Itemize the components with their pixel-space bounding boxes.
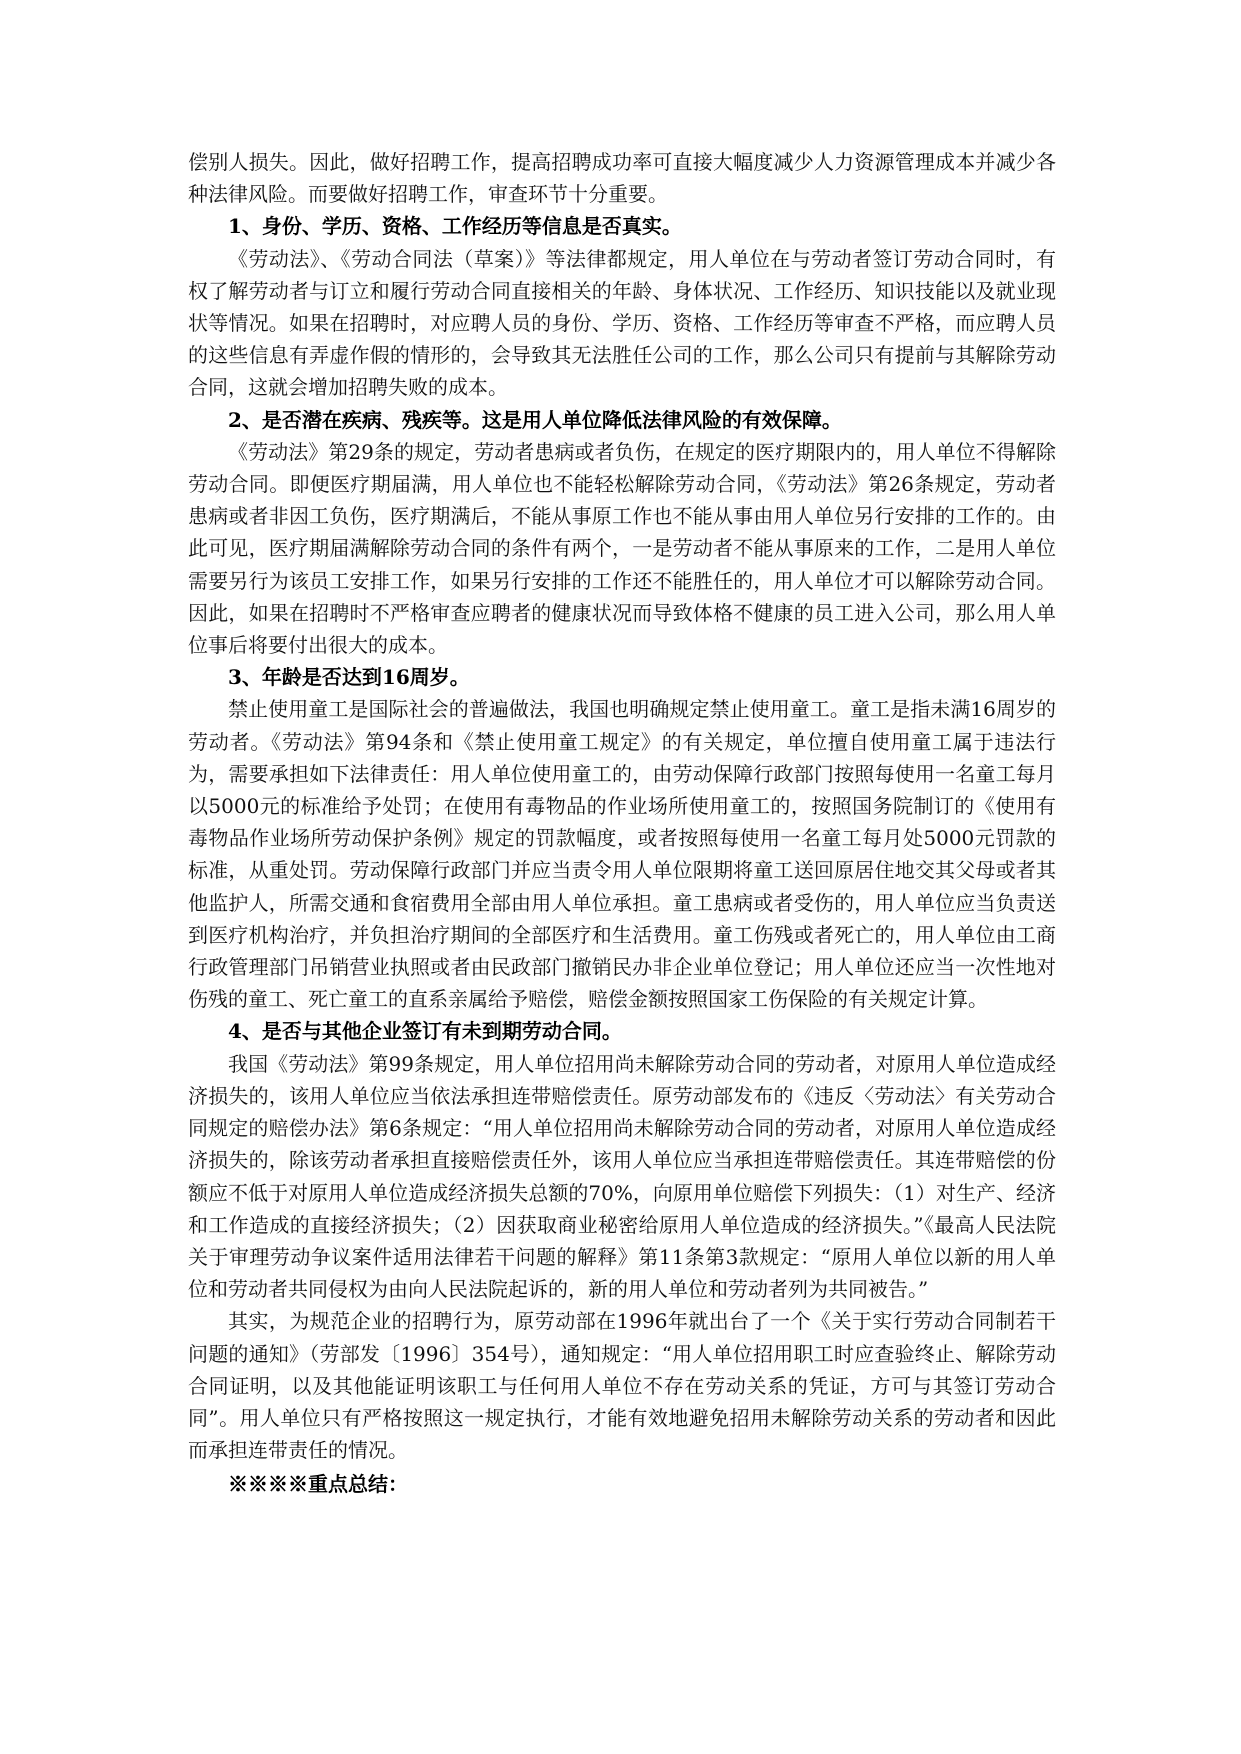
- paragraph-continuation: 偿别人损失。因此，做好招聘工作，提高招聘成功率可直接大幅度减少人力资源管理成本并减少各种法律风险。而要做好招聘工作，审查环节十分重要。: [188, 150, 1056, 207]
- paragraph-health-check: 《劳动法》第29条的规定，劳动者患病或者负伤，在规定的医疗期限内的，用人单位不得解除劳动合同。即便医疗期届满，用人单位也不能轻松解除劳动合同，《劳动法》第26条规定，劳动者患病或者非因工负伤，医疗期满后，不能从事原工作也不能从事由用人单位另行安排的工作的。由此可见，医疗期届满解除劳动合同的条件有两个，一是劳动者不能从事原来的工作，二是用人单位需要另行为该员工安排工作，如果另行安排的工作还不能胜任的，用人单位才可以解除劳动合同。因此，如果在招聘时不严格审查应聘者的健康状况而导致体格不健康的员工进入公司，那么用人单位事后将要付出很大的成本。: [188, 439, 1056, 658]
- paragraph-contract-check: 我国《劳动法》第99条规定，用人单位招用尚未解除劳动合同的劳动者，对原用人单位造成经济损失的，该用人单位应当依法承担连带赔偿责任。原劳动部发布的《违反〈劳动法〉有关劳动合同规定的赔偿办法》第6条规定：“用人单位招用尚未解除劳动合同的劳动者，对原用人单位造成经济损失的，除该劳动者承担直接赔偿责任外，该用人单位应当承担连带赔偿责任。其连带赔偿的份额应不低于对原用人单位造成经济损失总额的70%，向原用单位赔偿下列损失：（1）对生产、经济和工作造成的直接经济损失；（2）因获取商业秘密给原用人单位造成的经济损失。”《最高人民法院关于审理劳动争议案件适用法律若干问题的解释》第11条第3款规定：“原用人单位以新的用人单位和劳动者共同侵权为由向人民法院起诉的，新的用人单位和劳动者列为共同被告。”: [188, 1051, 1056, 1302]
- section-heading-2: 2、是否潜在疾病、残疾等。这是用人单位降低法律风险的有效保障。: [228, 407, 842, 432]
- section-heading-4: 4、是否与其他企业签订有未到期劳动合同。: [228, 1019, 622, 1044]
- section-heading-1: 1、身份、学历、资格、工作经历等信息是否真实。: [228, 214, 682, 239]
- paragraph-regulation-note: 其实，为规范企业的招聘行为，原劳动部在1996年就出台了一个《关于实行劳动合同制若干问题的通知》（劳部发〔1996〕354号），通知规定：“用人单位招用职工时应查验终止、解除劳动合同证明，以及其他能证明该职工与任何用人单位不存在劳动关系的凭证，方可与其签订劳动合同”。用人单位只有严格按照这一规定执行，才能有效地避免招用未解除劳动关系的劳动者和因此而承担连带责任的情况。: [188, 1309, 1056, 1463]
- paragraph-age-check: 禁止使用童工是国际社会的普遍做法，我国也明确规定禁止使用童工。童工是指未满16周岁的劳动者。《劳动法》第94条和《禁止使用童工规定》的有关规定，单位擅自使用童工属于违法行为，需要承担如下法律责任：用人单位使用童工的，由劳动保障行政部门按照每使用一名童工每月以5000元的标准给予处罚；在使用有毒物品的作业场所使用童工的，按照国务院制订的《使用有毒物品作业场所劳动保护条例》规定的罚款幅度，或者按照每使用一名童工每月处5000元罚款的标准，从重处罚。劳动保障行政部门并应当责令用人单位限期将童工送回原居住地交其父母或者其他监护人，所需交通和食宿费用全部由用人单位承担。童工患病或者受伤的，用人单位应当负责送到医疗机构治疗，并负担治疗期间的全部医疗和生活费用。童工伤残或者死亡的，用人单位由工商行政管理部门吊销营业执照或者由民政部门撤销民办非企业单位登记；用人单位还应当一次性地对伤残的童工、死亡童工的直系亲属给予赔偿，赔偿金额按照国家工伤保险的有关规定计算。: [188, 697, 1056, 1012]
- paragraph-identity-check: 《劳动法》、《劳动合同法（草案）》等法律都规定，用人单位在与劳动者签订劳动合同时，有权了解劳动者与订立和履行劳动合同直接相关的年龄、身体状况、工作经历、知识技能以及就业现状等情况。如果在招聘时，对应聘人员的身份、学历、资格、工作经历等审查不严格，而应聘人员的这些信息有弄虚作假的情形的，会导致其无法胜任公司的工作，那么公司只有提前与其解除劳动合同，这就会增加招聘失败的成本。: [188, 246, 1056, 400]
- document-body: [188, 146, 1056, 1501]
- section-heading-3: 3、年龄是否达到16周岁。: [228, 665, 470, 690]
- summary-heading: ※※※※重点总结：: [228, 1472, 408, 1497]
